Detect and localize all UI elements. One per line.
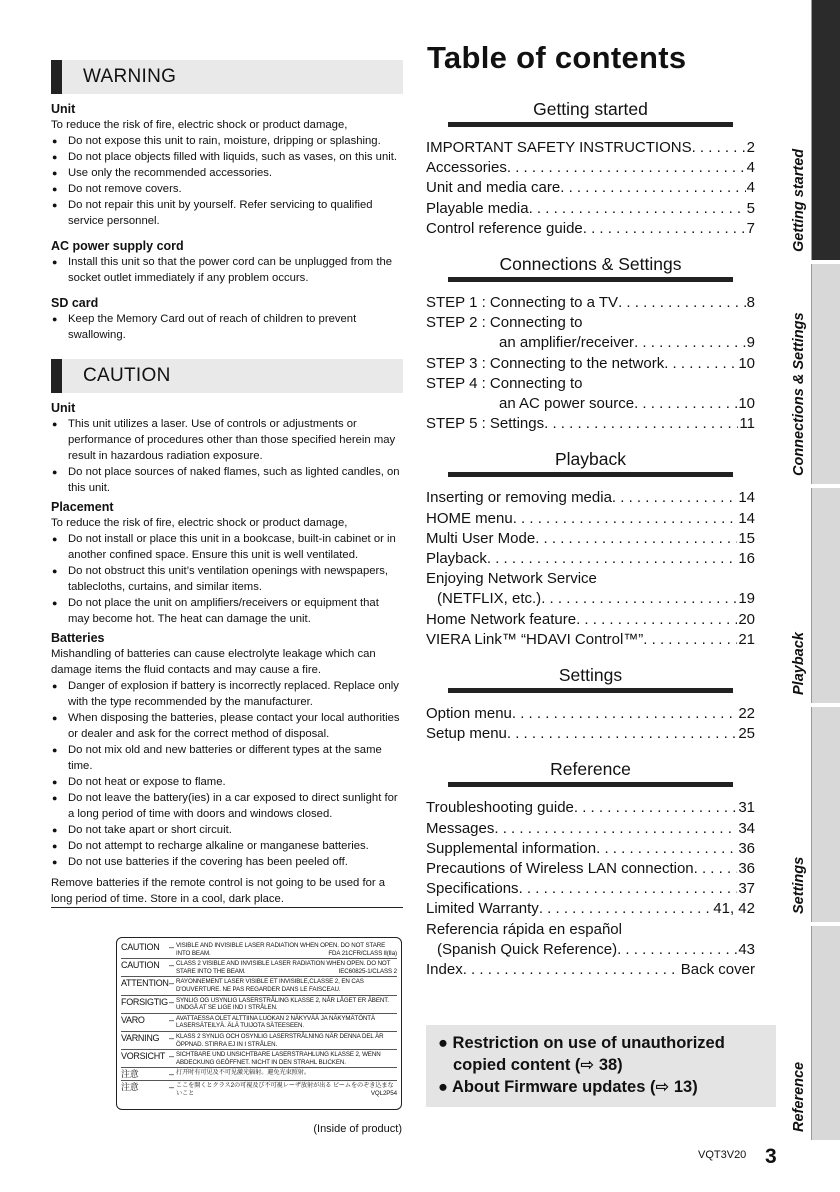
side-tab-label: Getting started (791, 148, 807, 252)
toc-leader-dots (664, 354, 737, 374)
bullet-item: ● Do not take apart or short circuit. (51, 822, 403, 838)
toc-entry[interactable] (426, 839, 755, 859)
toc-entry-title: STEP 1 : Connecting to a TV (426, 294, 619, 312)
label-key: CAUTION (121, 942, 160, 952)
label-dash: – (169, 1014, 175, 1025)
toc-leader-dots (692, 138, 746, 158)
toc-leader-dots (560, 178, 745, 198)
label-text: SYNLIG OG USYNLIG LASERSTRÅLING KLASSE 2, NÅR LÅGET ER ÅBENT. UNDGÅ AT SE LIGE IND I STRÅLEN. (176, 996, 389, 1012)
batteries-title: Batteries (51, 631, 105, 645)
divider (51, 907, 403, 908)
toc-entry-title: Unit and media care (426, 179, 561, 197)
toc-page-number: 21 (738, 630, 755, 648)
toc-section (426, 251, 755, 434)
tab-stripe (811, 0, 840, 260)
toc-leader-dots (576, 610, 737, 630)
toc-entry-title: STEP 3 : Connecting to the network (426, 354, 665, 372)
label-key: FORSIGTIG (121, 996, 168, 1007)
bullet-item: ● Do not repair this unit by yourself. Refer servicing to qualified service personnel. (51, 197, 403, 229)
label-caption: (Inside of product) (313, 1123, 402, 1135)
toc-entry-title: Messages (426, 819, 495, 837)
bullet-item: ● Do not heat or expose to flame. (51, 774, 403, 790)
laser-caution-label (116, 937, 402, 1110)
toc-page-number: 5 (746, 199, 755, 217)
toc-entry[interactable] (426, 610, 755, 630)
toc-entry-title: Setup menu (426, 725, 507, 743)
label-text: 打开时有可见及不可见激光辐射。避免光束照射。 (176, 1069, 310, 1077)
toc-page-number: 34 (738, 819, 755, 837)
placement-list (51, 531, 403, 627)
toc-entry[interactable] (426, 589, 755, 609)
document-code: VQT3V20 (698, 1149, 747, 1161)
toc-entry-line: Referencia rápida en español (426, 920, 622, 938)
toc-page-number: 11 (739, 415, 755, 433)
toc-entry[interactable] (426, 899, 755, 919)
label-dash: – (169, 960, 175, 971)
sd-card-title: SD card (51, 296, 99, 310)
toc-page-number: 10 (738, 354, 755, 372)
toc-entry-title: Accessories (426, 159, 507, 177)
label-dash: – (169, 1032, 175, 1043)
bullet-item: ● Do not remove covers. (51, 181, 403, 197)
side-tab-label: Settings (791, 856, 807, 914)
toc-entry[interactable] (426, 724, 755, 744)
label-code: FDA 21CFR/CLASS Ⅱ(Ⅱa) (328, 949, 397, 957)
warning-unit-list (51, 133, 403, 229)
bullet-item: ● Do not install or place this unit in a bookcase, built-in cabinet or in another confined space. Ensure this unit is well ventilated. (51, 531, 403, 563)
toc-entry-line: Enjoying Network Service (426, 570, 597, 588)
side-tab[interactable] (783, 488, 840, 703)
label-text: RAYONNEMENT LASER VISIBLE ET INVISIBLE,CLASSE 2, EN CAS D'OUVERTURE. NE PAS REGARDER DANS LE FAISCEAU. (176, 978, 364, 993)
label-row (121, 1032, 397, 1050)
label-row (121, 959, 397, 977)
label-key: ATTENTION (121, 978, 169, 989)
ac-cord-title: AC power supply cord (51, 239, 184, 253)
toc-entry[interactable] (426, 859, 755, 879)
toc-section (426, 662, 755, 744)
toc-leader-dots (643, 630, 737, 650)
side-tab-label: Reference (791, 1061, 807, 1132)
toc-section-heading: Getting started (533, 99, 648, 119)
toc-page-number: 14 (738, 509, 755, 527)
toc-leader-dots (634, 333, 746, 353)
toc-entry[interactable] (426, 178, 755, 198)
tab-stripe (811, 707, 840, 922)
toc-leader-dots (507, 724, 737, 744)
warning-unit-intro: To reduce the risk of fire, electric shock or product damage, (51, 119, 348, 131)
toc-entry[interactable] (426, 414, 755, 434)
bullet-item: ● Do not mix old and new batteries or different types at the same time. (51, 742, 403, 774)
toc-entry-title: HOME menu (426, 509, 513, 527)
label-key: 注意 (121, 1082, 139, 1093)
batteries-intro: Mishandling of batteries can cause electrolyte leakage which can damage items the fluid contacts and may cause a fire. (51, 648, 376, 676)
toc-entry[interactable] (426, 549, 755, 569)
toc-entry-title: Playable media (426, 199, 529, 217)
toc-entry[interactable] (426, 293, 755, 313)
toc-entry-title: an AC power source (499, 395, 635, 413)
side-tab[interactable] (783, 0, 840, 260)
toc-leader-dots (507, 158, 746, 178)
label-key: 注意 (121, 1069, 139, 1080)
safety-column (51, 60, 403, 907)
bullet-item: ● Do not place the unit on amplifiers/receivers or equipment that may become hot. The heat can damage the unit. (51, 595, 403, 627)
ac-cord-list (51, 254, 403, 286)
toc-entry[interactable] (426, 488, 755, 508)
bullet-item: ● Keep the Memory Card out of reach of children to prevent swallowing. (51, 311, 403, 343)
toc-entry-title: an amplifier/receiver (499, 334, 635, 352)
toc-leader-dots (494, 819, 737, 839)
toc-entry[interactable] (426, 630, 755, 650)
toc-entry[interactable] (426, 199, 755, 219)
toc-entry-title: IMPORTANT SAFETY INSTRUCTIONS (426, 139, 692, 156)
table-of-contents (426, 96, 755, 980)
toc-leader-dots (519, 879, 738, 899)
toc-page-number: 14 (738, 489, 755, 507)
heading-bar (51, 359, 62, 393)
bullet-item: ● Do not use batteries if the covering has been peeled off. (51, 854, 403, 870)
toc-page-number: 16 (738, 550, 755, 568)
bullet-item: ● Do not place objects filled with liquids, such as vases, on this unit. (51, 149, 403, 165)
side-tab-label: Playback (791, 632, 807, 695)
toc-entry-title: VIERA Link™ “HDAVI Control™” (426, 630, 644, 648)
toc-page-number: 19 (738, 590, 755, 608)
label-row (121, 1068, 397, 1081)
toc-entry[interactable] (426, 394, 755, 414)
toc-page-number: 4 (746, 179, 755, 197)
toc-leader-dots (544, 414, 738, 434)
label-dash: – (169, 996, 175, 1007)
toc-leader-dots (634, 394, 737, 414)
label-text: VISIBLE AND INVISIBLE LASER RADIATION WHEN OPEN. DO NOT STARE INTO BEAM. FDA 21CFR/CLASS Ⅱ(Ⅱa) (176, 942, 397, 957)
bullet-item: ● Do not obstruct this unit’s ventilation openings with newspapers, tablecloths, curtains, and similar items. (51, 563, 403, 595)
toc-section-heading: Connections & Settings (499, 254, 682, 275)
bullet-item: ● Install this unit so that the power cord can be unplugged from the socket outlet immediately if any problem occurs. (51, 254, 403, 286)
toc-page-number: 7 (746, 219, 755, 237)
bullet-item: ● Use only the recommended accessories. (51, 165, 403, 181)
toc-leader-dots (541, 589, 737, 609)
toc-entry[interactable] (426, 879, 755, 899)
label-text: ここを開くとクラス2の可視及び不可視レーザ放射が出る ビームをのぞき込まないこと VQL2P54 (176, 1082, 397, 1097)
label-row (121, 977, 397, 995)
label-row (121, 1050, 397, 1068)
notice-line-3: ● About Firmware updates (⇨ 13) (438, 1078, 698, 1096)
sd-card-list (51, 311, 403, 343)
toc-entry-title: Troubleshooting guide (426, 799, 574, 817)
label-row (121, 1014, 397, 1032)
batteries-outro: Remove batteries if the remote control is not going to be used for a long period of time. Store in a cool, dark place. (51, 877, 386, 905)
toc-entry[interactable] (426, 819, 755, 839)
bullet-item: ● Danger of explosion if battery is incorrectly replaced. Replace only with the type recommended by the manufacturer. (51, 678, 403, 710)
toc-section (426, 446, 755, 650)
label-dash: – (169, 1051, 175, 1062)
toc-page-number: 43 (738, 940, 755, 958)
toc-page-number: 2 (746, 139, 755, 156)
toc-section-heading: Settings (558, 665, 623, 686)
toc-entry-title: Index (426, 961, 463, 979)
toc-entry[interactable] (426, 798, 755, 818)
caution-heading-box (51, 359, 403, 393)
toc-entry[interactable] (426, 960, 755, 980)
toc-entry-line: STEP 4 : Connecting to (426, 374, 583, 392)
toc-title: Table of contents (427, 40, 687, 75)
bullet-item: ● Do not place sources of naked flames, such as lighted candles, on this unit. (51, 464, 403, 496)
tab-stripe (811, 488, 840, 703)
toc-leader-dots (617, 940, 737, 960)
placement-title: Placement (51, 500, 114, 514)
toc-page-number: Back cover (680, 961, 755, 979)
toc-entry-title: Multi User Mode (426, 529, 536, 547)
toc-entry-title: Inserting or removing media (426, 489, 612, 507)
label-text: KLASS 2 SYNLIG OCH OSYNLIG LASERSTRÅLNING NÄR DENNA DEL ÄR ÖPPNAD. STIRRA EJ IN I STRÅLEN. (176, 1032, 384, 1048)
toc-section-heading: Reference (550, 759, 631, 780)
bullet-item: ● Do not leave the battery(ies) in a car exposed to direct sunlight for a long period of time with doors and windows closed. (51, 790, 403, 822)
toc-entry-title: (Spanish Quick Reference) (437, 940, 618, 958)
warning-unit-title: Unit (51, 102, 76, 116)
heading-bar (51, 60, 62, 94)
bullet-item: ● Do not expose this unit to rain, moisture, dripping or splashing. (51, 133, 403, 149)
toc-leader-dots (596, 839, 737, 859)
label-dash: – (169, 942, 175, 952)
toc-entry-title: Option menu (426, 705, 512, 723)
toc-leader-dots (618, 293, 746, 313)
toc-entry[interactable] (426, 333, 755, 353)
label-row (121, 996, 397, 1014)
label-key: VARO (121, 1014, 145, 1025)
toc-leader-dots (529, 199, 746, 219)
bullet-item: ● When disposing the batteries, please contact your local authorities or dealer and ask for the correct method of disposal. (51, 710, 403, 742)
bullet-item: ● This unit utilizes a laser. Use of controls or adjustments or performance of procedures other than those specified herein may result in hazardous radiation exposure. (51, 416, 403, 464)
toc-entry[interactable] (426, 158, 755, 178)
label-text: CLASS 2 VISIBLE AND INVISIBLE LASER RADIATION WHEN OPEN. DO NOT STARE INTO THE BEAM. IEC60825-1/CLASS 2 (176, 960, 397, 975)
toc-page-number: 36 (738, 860, 755, 878)
tab-stripe (811, 264, 840, 484)
label-row (121, 941, 397, 959)
toc-page-number: 10 (738, 395, 755, 413)
side-tab[interactable] (783, 264, 840, 484)
label-key: VORSICHT (121, 1051, 166, 1062)
toc-page-number: 20 (738, 610, 755, 628)
toc-entry-title: Limited Warranty (426, 900, 539, 918)
label-dash: – (169, 1069, 175, 1080)
bullet-item: ● Do not attempt to recharge alkaline or manganese batteries. (51, 838, 403, 854)
toc-leader-dots (612, 488, 737, 508)
caution-unit-title: Unit (51, 401, 76, 415)
toc-entry-title: Playback (426, 550, 487, 568)
toc-leader-dots (539, 899, 712, 919)
toc-entry-line: STEP 2 : Connecting to (426, 314, 583, 332)
toc-page-number: 8 (746, 294, 755, 312)
toc-leader-dots (513, 509, 738, 529)
toc-leader-dots (487, 549, 737, 569)
label-key: VARNING (121, 1032, 160, 1043)
toc-entry[interactable] (426, 354, 755, 374)
toc-entry-title: Home Network feature (426, 610, 577, 628)
toc-section (426, 96, 755, 239)
toc-leader-dots (583, 219, 746, 239)
toc-entry[interactable] (426, 509, 755, 529)
toc-entry-title: Specifications (426, 880, 519, 898)
notice-box (426, 1025, 776, 1107)
label-code: VQL2P54 (370, 1089, 397, 1097)
toc-page-number: 4 (746, 159, 755, 177)
toc-leader-dots (535, 529, 737, 549)
toc-page-number: 9 (746, 334, 755, 352)
label-row (121, 1081, 397, 1098)
toc-entry[interactable] (426, 219, 755, 239)
toc-entry-title: STEP 5 : Settings (426, 415, 545, 433)
label-code: IEC60825-1/CLASS 2 (338, 967, 397, 975)
toc-leader-dots (574, 798, 737, 818)
label-dash: – (169, 1082, 175, 1093)
toc-page-number: 41, 42 (713, 900, 755, 918)
label-text: AVATTAESSA OLET ALTTIINA LUOKAN 2 NÄKYVÄÄ JA NÄKYMÄTÖNTÄ LASERSÄTEILYÄ. ÄLÄ TUIJOTA SÄTEESEEN. (176, 1014, 375, 1030)
toc-entry-title: Precautions of Wireless LAN connection (426, 860, 694, 878)
label-dash: – (169, 978, 175, 989)
toc-section-heading: Playback (554, 449, 626, 470)
toc-page-number: 36 (738, 839, 755, 857)
notice-line-2: copied content (⇨ 38) (453, 1056, 623, 1074)
toc-leader-dots (512, 704, 737, 724)
toc-entry[interactable] (426, 704, 755, 724)
toc-entry[interactable] (426, 529, 755, 549)
side-tab[interactable] (783, 926, 840, 1140)
page-number: 3 (765, 1145, 777, 1168)
toc-section (426, 756, 755, 980)
toc-entry-title: Supplemental information (426, 839, 597, 857)
side-tab[interactable] (783, 707, 840, 922)
toc-entry-title: (NETFLIX, etc.) (437, 590, 542, 608)
toc-entry[interactable] (426, 940, 755, 960)
side-tab-label: Connections & Settings (791, 312, 807, 476)
placement-intro: To reduce the risk of fire, electric shock or product damage, (51, 517, 348, 529)
toc-entry-title: Control reference guide (426, 219, 583, 237)
warning-heading-box (51, 60, 403, 94)
toc-page-number: 25 (738, 725, 755, 743)
toc-page-number: 31 (738, 799, 755, 817)
toc-entry[interactable] (426, 138, 755, 158)
toc-page-number: 22 (738, 705, 755, 723)
caution-heading: CAUTION (83, 365, 171, 386)
toc-leader-dots (463, 960, 680, 980)
tab-stripe (811, 926, 840, 1140)
toc-page-number: 37 (738, 880, 755, 898)
caution-unit-list (51, 416, 403, 496)
toc-leader-dots (694, 859, 738, 879)
toc-page-number: 15 (738, 529, 755, 547)
notice-line-1: ● Restriction on use of unauthorized (438, 1034, 725, 1052)
batteries-list (51, 678, 403, 870)
label-text: SICHTBARE UND UNSICHTBARE LASERSTRAHLUNG KLASSE 2, WENN ABDECKUNG GEÖFFNET. NICHT IN DEN STRAHL BLICKEN. (176, 1051, 381, 1066)
warning-heading: WARNING (83, 66, 177, 87)
label-key: CAUTION (121, 960, 160, 971)
